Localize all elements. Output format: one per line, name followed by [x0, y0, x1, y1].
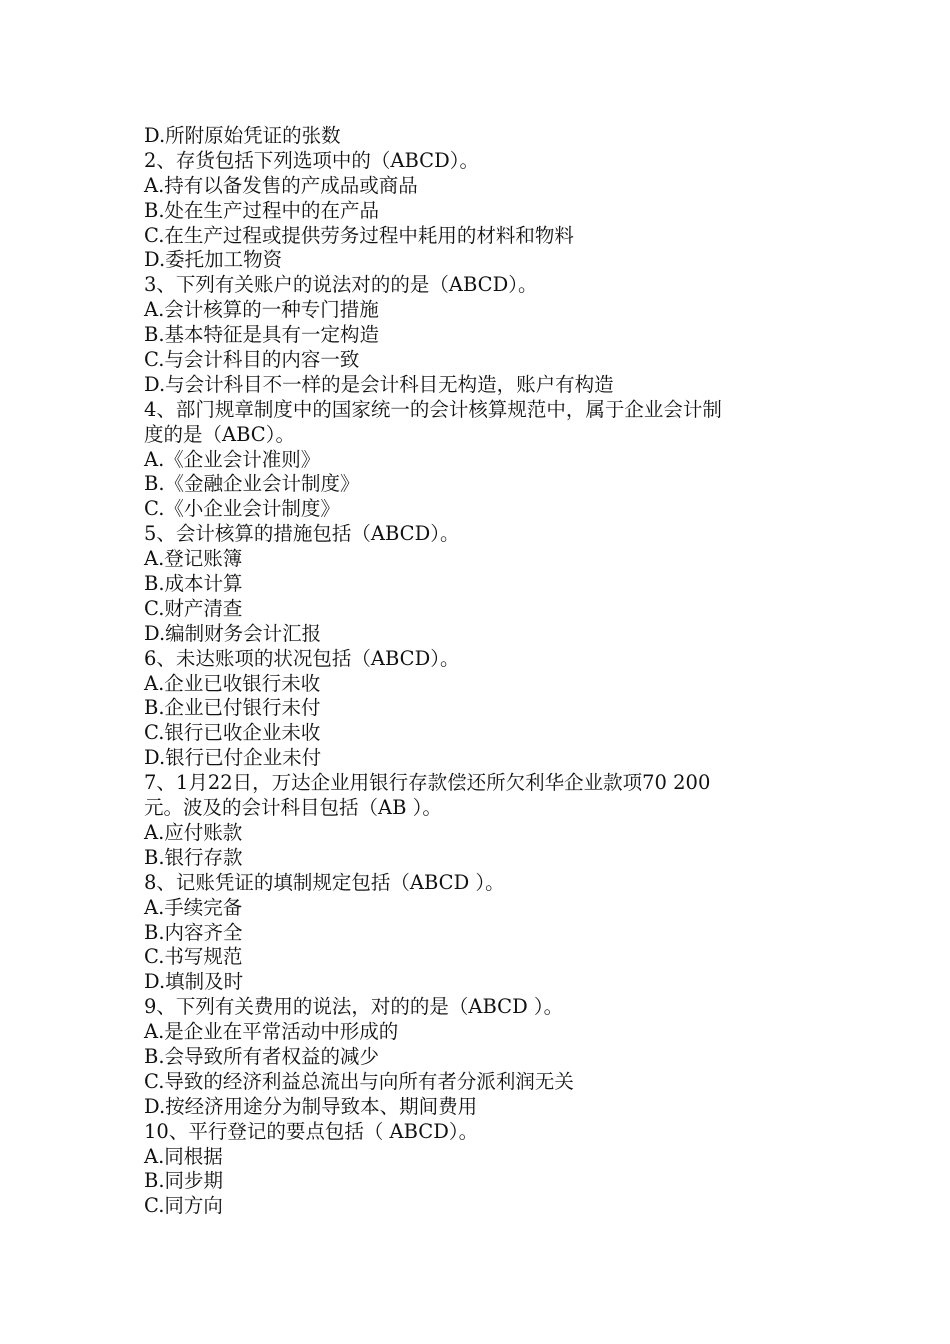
question-line: 9、下列有关费用的说法，对的的是（ABCD ）。 [144, 995, 564, 1019]
text-line: A.《企业会计准则》 [144, 447, 321, 471]
text-line: 元。波及的会计科目包括（AB ）。 [144, 796, 442, 820]
text-line: B.企业已付银行未付 [144, 696, 321, 720]
text-line: C.同方向 [144, 1194, 223, 1218]
text-line: A.登记账簿 [144, 547, 243, 571]
text-line: A.是企业在平常活动中形成的 [144, 1020, 399, 1044]
question-line: 10、平行登记的要点包括（ ABCD）。 [144, 1119, 479, 1143]
text-line: A.手续完备 [144, 895, 243, 919]
question-line: 6、未达账项的状况包括（ABCD）。 [144, 646, 460, 670]
text-line: A.会计核算的一种专门措施 [144, 298, 379, 322]
text-line: B.内容齐全 [144, 920, 243, 944]
text-line: D.与会计科目不一样的是会计科目无构造，账户有构造 [144, 372, 614, 396]
text-line: B.成本计算 [144, 572, 243, 596]
text-line: C.银行已收企业未收 [144, 721, 321, 745]
text-line: B.《金融企业会计制度》 [144, 472, 360, 496]
text-line: D.填制及时 [144, 970, 244, 994]
question-line: 7、1月22日，万达企业用银行存款偿还所欠利华企业款项70 200 [144, 771, 711, 795]
text-line: C.在生产过程或提供劳务过程中耗用的材料和物料 [144, 223, 574, 247]
question-line: 8、记账凭证的填制规定包括（ABCD ）。 [144, 870, 505, 894]
text-line: D.银行已付企业未付 [144, 746, 322, 770]
text-line: A.企业已收银行未收 [144, 671, 321, 695]
text-line: B.会导致所有者权益的减少 [144, 1044, 380, 1068]
text-line: B.同步期 [144, 1169, 224, 1193]
text-line: C.与会计科目的内容一致 [144, 348, 360, 372]
text-line: 度的是（ABC）。 [144, 422, 295, 446]
question-line: 3、下列有关账户的说法对的的是（ABCD）。 [144, 273, 538, 297]
question-line: 5、会计核算的措施包括（ABCD）。 [144, 522, 460, 546]
text-line: C.导致的经济利益总流出与向所有者分派利润无关 [144, 1069, 574, 1093]
text-line: D.委托加工物资 [144, 248, 283, 272]
document-page [144, 124, 814, 1219]
text-line: D.编制财务会计汇报 [144, 621, 322, 645]
text-line: C.书写规范 [144, 945, 243, 969]
text-line: A.应付账款 [144, 820, 243, 844]
text-line: C.财产清查 [144, 596, 243, 620]
text-line: D.所附原始凭证的张数 [144, 124, 341, 147]
text-line: C.《小企业会计制度》 [144, 497, 340, 521]
text-line: D.按经济用途分为制导致本、期间费用 [144, 1094, 478, 1118]
text-line: A.持有以备发售的产成品或商品 [144, 173, 418, 197]
question-line: 2、存货包括下列选项中的（ABCD）。 [144, 148, 479, 172]
text-line: B.基本特征是具有一定构造 [144, 323, 380, 347]
text-line: B.处在生产过程中的在产品 [144, 198, 380, 222]
text-line: A.同根据 [144, 1144, 223, 1168]
text-line: B.银行存款 [144, 845, 243, 869]
question-line: 4、部门规章制度中的国家统一的会计核算规范中，属于企业会计制 [144, 397, 722, 421]
